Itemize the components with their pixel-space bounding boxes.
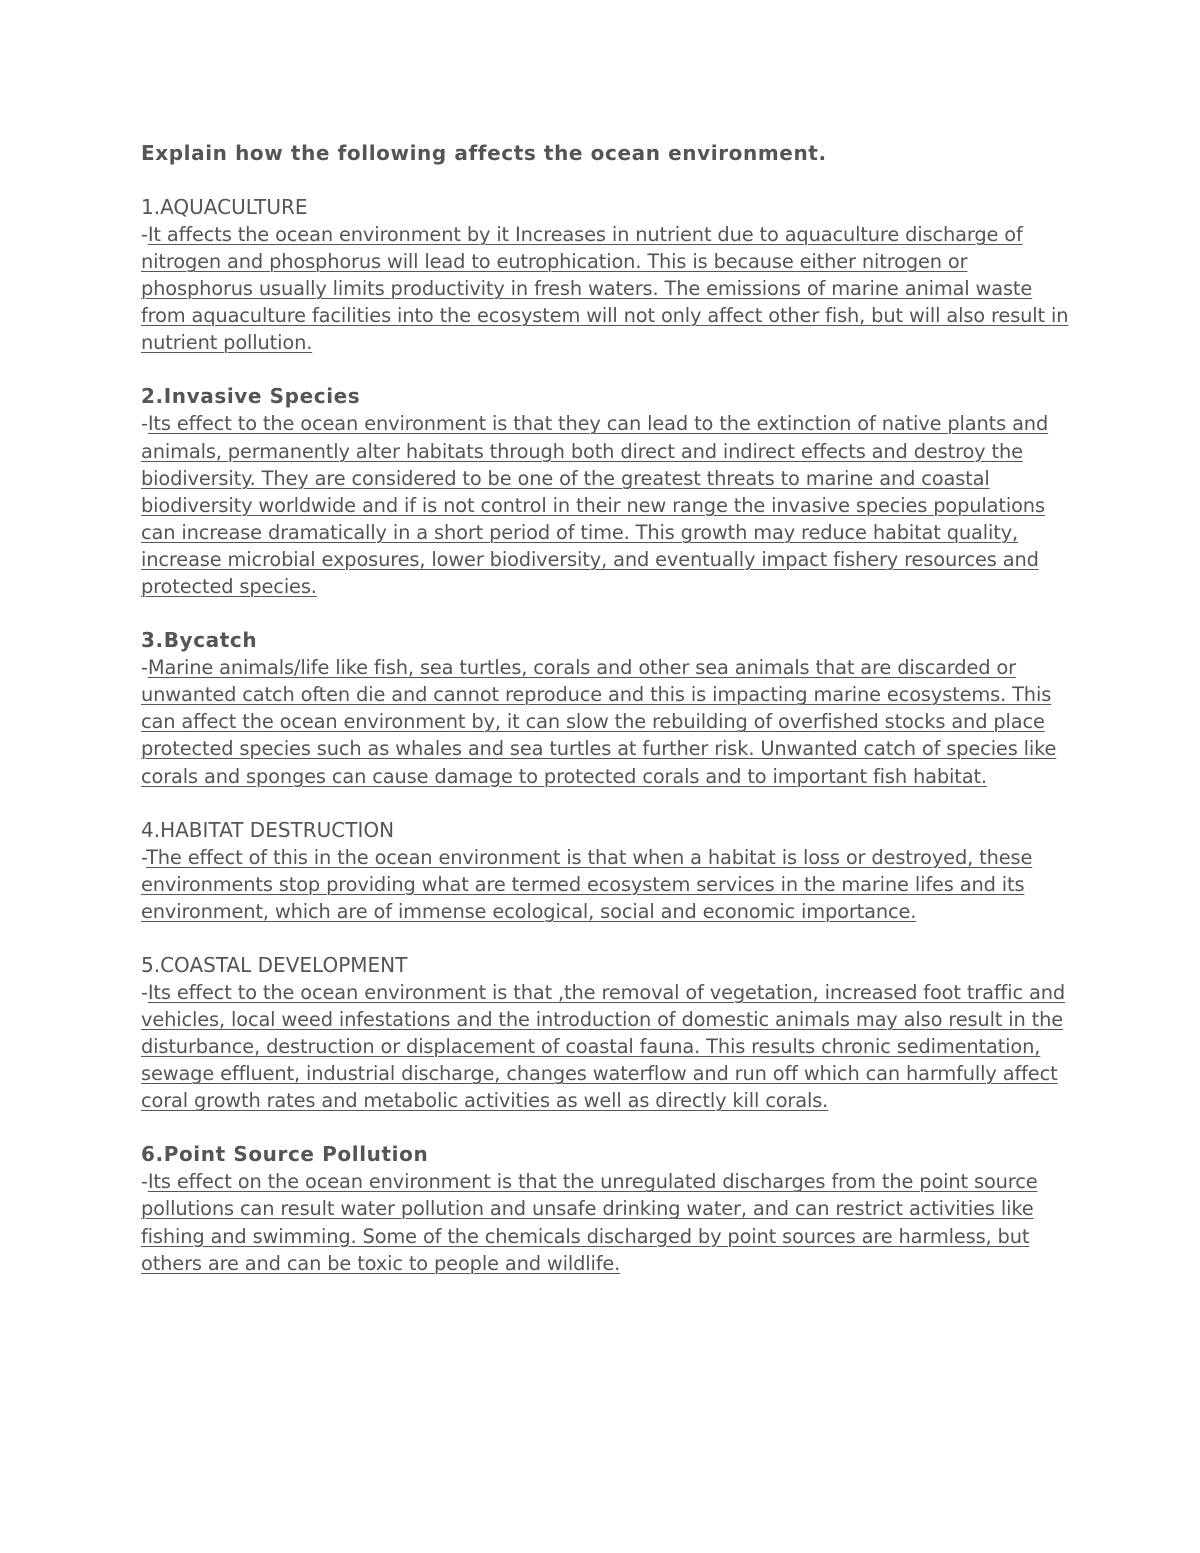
answer-text: Its effect to the ocean environment is that they can lead to the extinction of native plants and animals, permanently alter habitats through both direct and indirect effects and destroy the biodiversity. They are considered to be one of the greatest threats to marine and coastal biodiversity worldwide and if is not control in their new range the invasive species populations can increase dramatically in a short period of time. This growth may reduce habitat quality, increase microbial exposures, lower biodiversity, and eventually impact fishery resources and protected species. [141,412,1049,599]
section-answer [141,410,1071,600]
answer-dash: - [141,223,148,246]
answer-dash: - [141,656,148,680]
section-aquaculture [141,194,1071,356]
answer-text: Its effect on the ocean environment is that the unregulated discharges from the point source pollutions can result water pollution and unsafe drinking water, and can restrict activities like fishing and swimming. Some of the chemicals discharged by point sources are harmless, but others are and can be toxic to people and wildlife. [141,1170,1038,1275]
section-answer [141,654,1071,789]
section-answer [141,1168,1071,1276]
section-heading: 3.Bycatch [141,628,258,653]
section-invasive-species [141,383,1071,600]
section-heading: 2.Invasive Species [141,384,361,409]
section-bycatch [141,627,1071,789]
answer-text: Its effect to the ocean environment is that ,the removal of vegetation, increased foot traffic and vehicles, local weed infestations and the introduction of domestic animals may also result in the disturbance, destruction or displacement of coastal fauna. This results chronic sedimentation, sewage effluent, industrial discharge, changes waterflow and run off which can harmfully affect coral growth rates and metabolic activities as well as directly kill corals. [141,980,1066,1113]
document-body [141,140,1071,1304]
section-heading: 5.COASTAL DEVELOPMENT [141,952,408,977]
answer-dash: - [141,845,147,869]
section-habitat-destruction [141,817,1071,925]
section-answer [141,979,1071,1114]
answer-text: Marine animals/life like fish, sea turtles, corals and other sea animals that are discarded or unwanted catch often die and cannot reproduce and this is impacting marine ecosystems. This can affect the ocean environment by, it can slow the rebuilding of overfished stocks and place protected species such as whales and sea turtles at further risk. Unwanted catch of species like corals and sponges can cause damage to protected corals and to important fish habitat. [141,656,1057,788]
answer-dash: - [141,1170,148,1194]
section-coastal-development [141,952,1071,1114]
answer-dash: - [141,980,148,1004]
section-point-source-pollution [141,1141,1071,1276]
section-heading: 1.AQUACULTURE [141,195,308,219]
page-title: Explain how the following affects the ocean environment. [141,141,827,165]
section-heading: 6.Point Source Pollution [141,1142,429,1167]
section-answer [141,221,1071,356]
answer-dash: - [141,412,148,436]
section-answer [141,844,1071,925]
answer-text: The effect of this in the ocean environment is that when a habitat is loss or destroyed, these environments stop providing what are termed ecosystem services in the marine lifes and its environment, which are of immense ecological, social and economic importance. [141,845,1033,923]
section-heading: 4.HABITAT DESTRUCTION [141,817,395,842]
answer-text: It affects the ocean environment by it Increases in nutrient due to aquaculture discharge of nitrogen and phosphorus will lead to eutrophication. This is because either nitrogen or phosphorus usually limits productivity in fresh waters. The emissions of marine animal waste from aquaculture facilities into the ecosystem will not only affect other fish, but will also result in nutrient pollution. [141,223,1069,355]
